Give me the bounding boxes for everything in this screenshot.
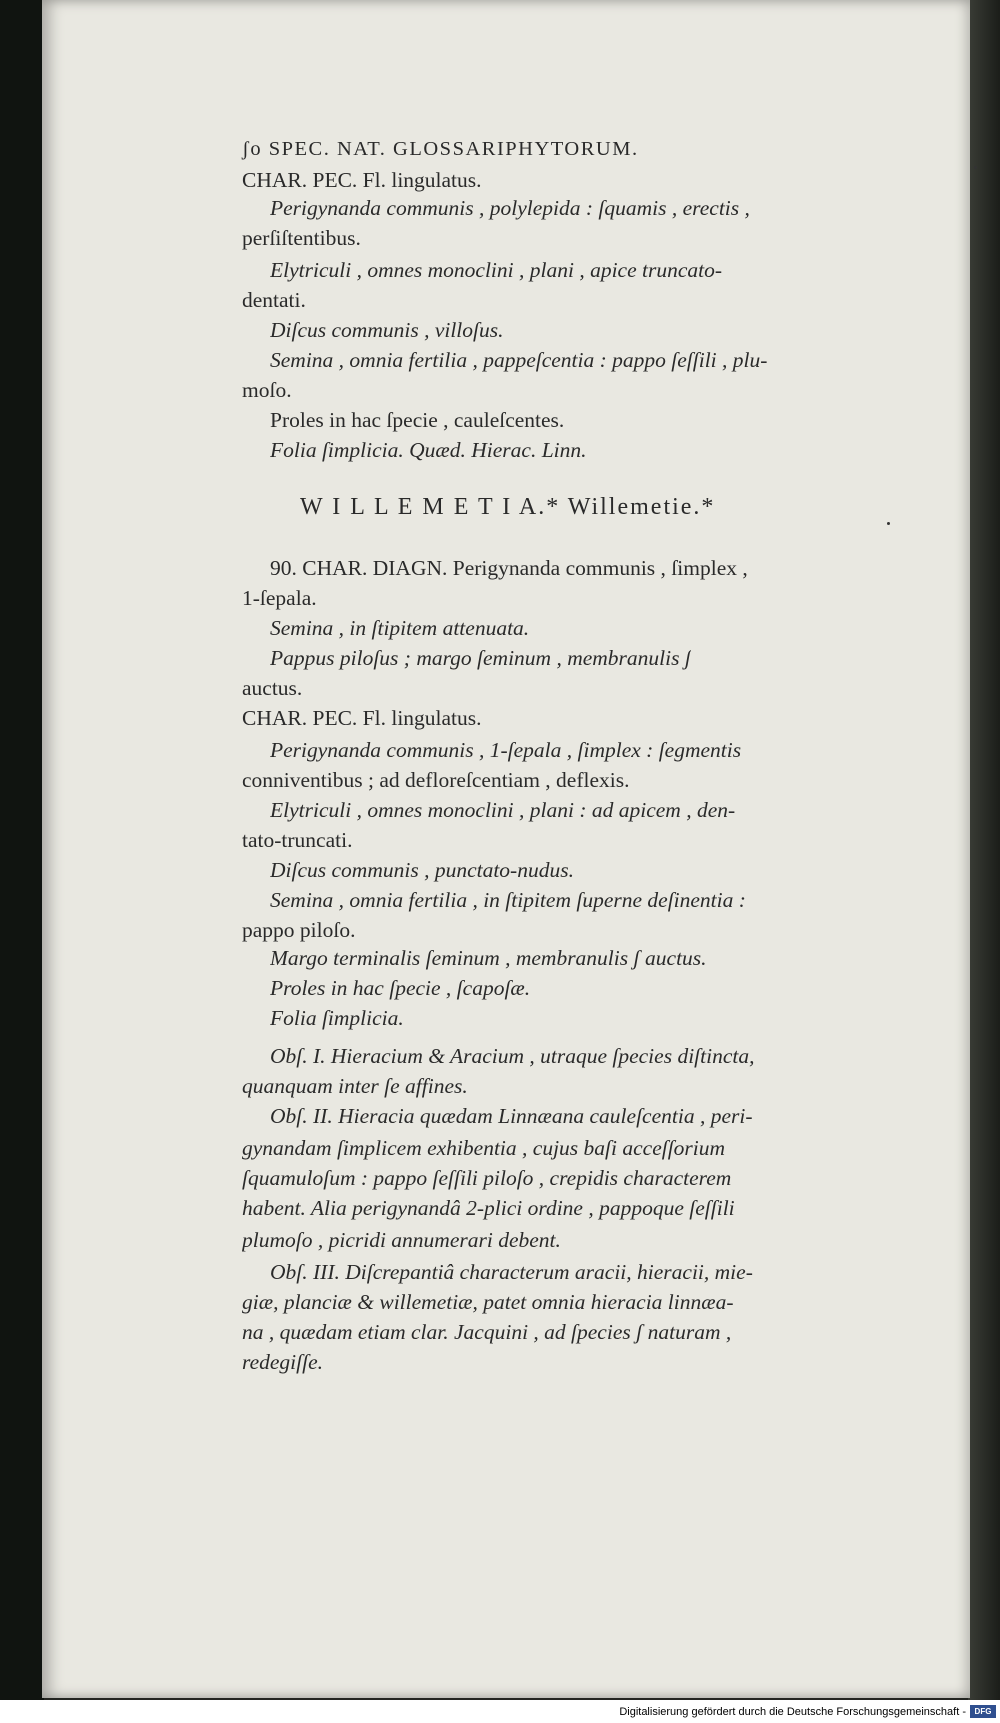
text-line: Elytriculi , omnes monoclini , plani , apice truncato- [270,258,723,282]
text-line: giæ, planciæ & willemetiæ, patet omnia hieracia linnæa- [242,1290,734,1314]
digitization-footer [0,1700,1000,1723]
text-line: Obſ. II. Hieracia quædam Linnæana cauleſcentia , peri- [270,1104,753,1128]
text-line: Obſ. I. Hieracium & Aracium , utraque ſpecies diſtincta, [270,1044,755,1068]
text-line: moſo. [242,378,292,402]
text-line: 1-ſepala. [242,586,317,610]
text-line: Pappus piloſus ; margo ſeminum , membranulis ʃ [270,646,692,670]
text-line: Elytriculi , omnes monoclini , plani : ad apicem , den- [270,798,736,822]
footer-credit: Digitalisierung gefördert durch die Deutsche Forschungsgemeinschaft - [619,1706,966,1718]
book-page [42,0,970,1698]
ink-speck [974,166,977,169]
text-line: na , quædam etiam clar. Jacquini , ad ſpecies ʃ naturam , [242,1320,732,1344]
text-line: dentati. [242,288,306,312]
text-line: Diſcus communis , villoſus. [270,318,504,342]
text-line: redegiſſe. [242,1350,323,1374]
text-line: Folia ſimplicia. [270,1006,404,1030]
text-line: Semina , in ſtipitem attenuata. [270,616,530,640]
text-line: plumoſo , picridi annumerari debent. [242,1228,561,1252]
text-line: Proles in hac ſpecie , cauleſcentes. [270,408,565,432]
text-line: pappo piloſo. [242,918,356,942]
ink-speck [887,522,890,525]
dfg-logo-icon: DFG [970,1705,996,1718]
text-line: W I L L E M E T I A.* Willemetie.* [300,494,716,520]
text-line: habent. Alia perigynandâ 2-plici ordine , pappoque ſeſſili [242,1196,735,1220]
text-line: quanquam inter ſe affines. [242,1074,468,1098]
text-line: Folia ſimplicia. Quæd. Hierac. Linn. [270,438,587,462]
text-line: Semina , omnia fertilia , in ſtipitem ſuperne deſinentia : [270,888,746,912]
text-line: tato-truncati. [242,828,353,852]
text-line: Diſcus communis , punctato-nudus. [270,858,574,882]
text-line: 90. CHAR. DIAGN. Perigynanda communis , ſimplex , [270,556,748,580]
text-line: Proles in hac ſpecie , ſcapoſæ. [270,976,531,1000]
text-line: Margo terminalis ſeminum , membranulis ʃ auctus. [270,946,707,970]
book-edge [968,0,1000,1700]
text-line: Perigynanda communis , polylepida : ſquamis , erectis , [270,196,750,220]
text-line: perſiſtentibus. [242,226,361,250]
text-line: gynandam ſimplicem exhibentia , cujus baſi acceſſorium [242,1136,726,1160]
text-line: auctus. [242,676,303,700]
scan-left-margin [0,0,44,1700]
text-line: Obſ. III. Diſcrepantiâ characterum aracii, hieracii, mie- [270,1260,753,1284]
text-line: CHAR. PEC. Fl. lingulatus. [242,706,482,730]
text-line: Semina , omnia fertilia , pappeſcentia : pappo ſeſſili , plu- [270,348,768,372]
text-line: ſquamuloſum : pappo ſeſſili piloſo , crepidis characterem [242,1166,732,1190]
running-header: ʃo SPEC. NAT. GLOSSARIPHYTORUM. [242,138,639,160]
text-line: CHAR. PEC. Fl. lingulatus. [242,168,482,192]
text-line: Perigynanda communis , 1-ſepala , ſimplex : ſegmentis [270,738,742,762]
text-line: conniventibus ; ad defloreſcentiam , deflexis. [242,768,630,792]
